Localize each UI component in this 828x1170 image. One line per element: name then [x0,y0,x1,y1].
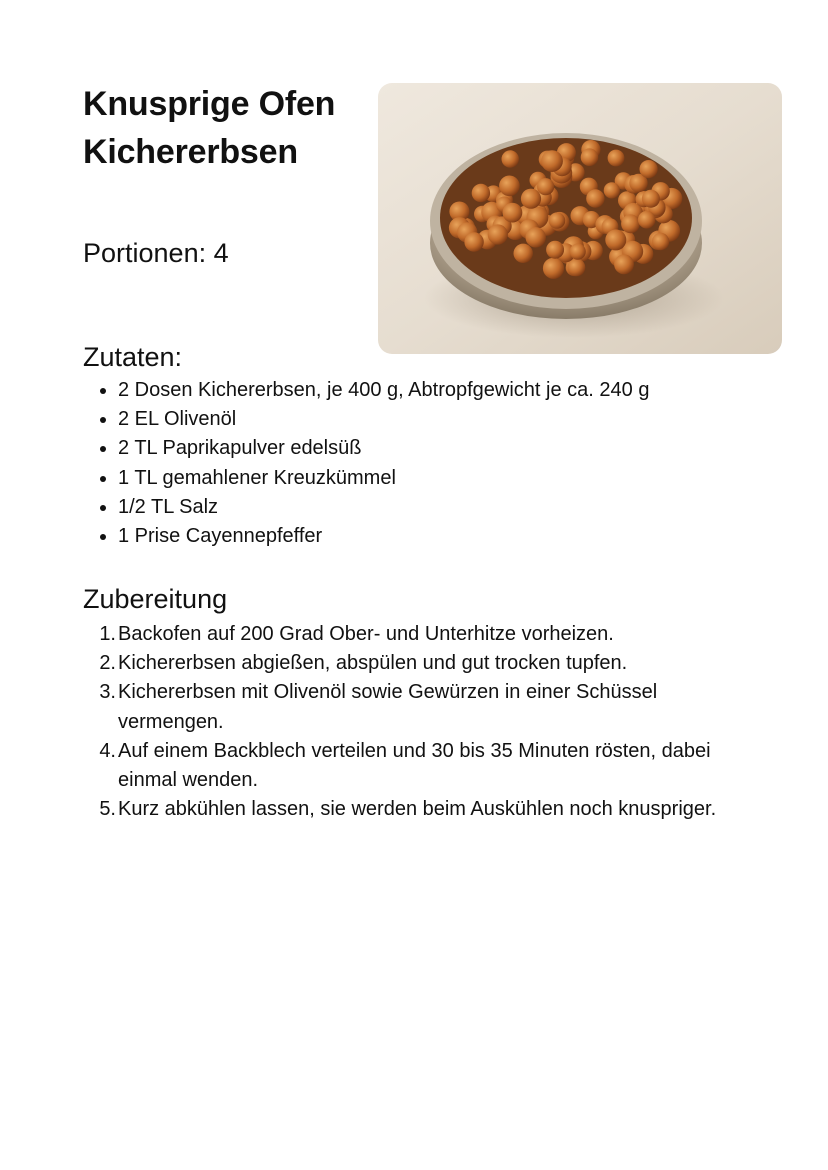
chickpea-shape [608,150,625,167]
chickpea-shape [638,211,656,229]
step-text: Backofen auf 200 Grad Ober- und Unterhitze vorheizen. [118,623,614,645]
ingredient-item: • 1/2 TL Salz [118,493,818,522]
ingredient-item: • 2 TL Paprikapulver edelsüß [118,434,818,463]
chickpea-shape [570,244,586,260]
step-item [99,737,758,795]
preparation-heading: Zubereitung [83,584,228,614]
chickpea-shape [472,184,490,202]
bowl-of-roasted-chickpeas-image [378,83,782,354]
chickpea-shape [537,178,554,195]
chickpea-shape [526,227,546,247]
step-item [99,649,758,678]
ingredient-item: • 1 TL gemahlener Kreuzkümmel [118,464,818,493]
chickpea-shape [614,254,634,274]
step-text: Kichererbsen abgießen, abspülen und gut trocken tupfen. [118,652,628,675]
chickpea-shape [514,244,533,263]
chickpea-shape [586,189,604,207]
ingredient-item: • 2 EL Olivenöl [118,405,818,434]
chickpea-shape [503,203,523,223]
ingredients-heading: Zutaten: [83,342,183,372]
step-text: Kichererbsen mit Olivenöl sowie Gewürzen in einer Schüssel vermengen. [118,681,658,733]
chickpea-shape [549,212,565,228]
step-number: 3. [99,681,116,704]
step-number: 1. [99,623,116,645]
chickpea-shape [581,148,599,166]
ingredient-item: • 1 Prise Cayennepfeffer [118,522,818,551]
step-number: 2. [99,652,116,675]
step-number: 5. [99,798,116,821]
chickpea-shape [546,241,564,259]
chickpea-shape [605,229,626,250]
chickpea-shape [499,176,520,197]
chickpea-shape [652,233,669,250]
chickpea-shape [464,232,483,251]
chickpea-shape [604,182,620,198]
chickpea-shape [502,150,519,167]
chickpea-shape [541,150,563,172]
ingredients-list [83,376,818,551]
recipe-title: Knusprige Ofen Kichererbsen [83,85,336,171]
chickpea-shape [642,190,660,208]
step-item [99,795,758,824]
chickpea-shape [521,189,541,209]
step-text: Kurz abkühlen lassen, sie werden beim Auskühlen noch knuspriger. [118,798,717,821]
chickpea-shape [621,214,640,233]
chickpea-shape [640,160,658,178]
chickpea-shape [488,224,508,244]
ingredient-item: • 2 Dosen Kichererbsen, je 400 g, Abtropfgewicht je ca. 240 g [118,376,818,405]
step-text: Auf einem Backblech verteilen und 30 bis 35 Minuten rösten, dabei einmal wenden. [118,739,711,792]
step-item [99,620,758,649]
portions-label: Portionen: 4 [83,238,229,268]
step-item [99,678,758,736]
step-number: 4. [99,739,116,762]
preparation-steps-list [83,620,758,824]
